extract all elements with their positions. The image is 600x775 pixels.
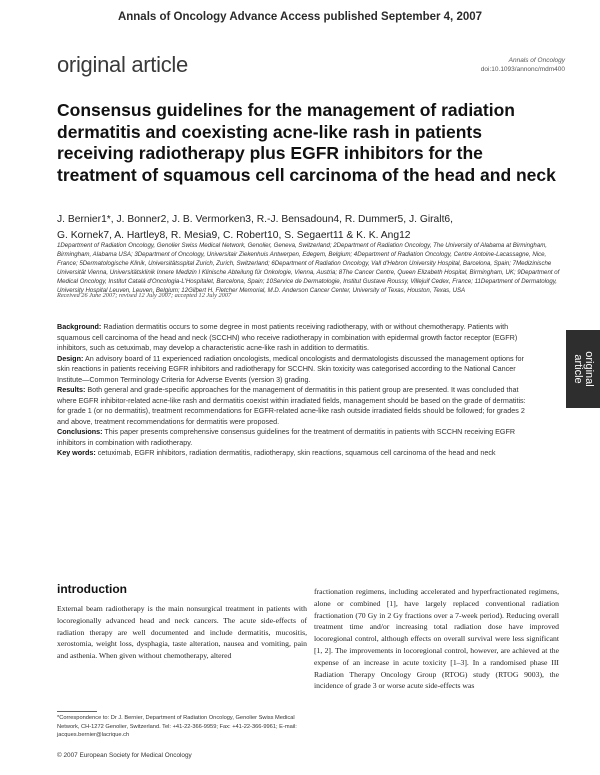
side-tab-label: [572, 351, 594, 386]
design-text: An advisory board of 11 experienced radiation oncologists, medical oncologists and dermatologists discussed the management options for skin reactions in patients receiving EGFR inhibitors and radiotherapy for SCCHN. Skin toxicity was categorised according to the National Cancer Institute—Common Terminology Criteria for Adverse Events (version 3) grading.: [57, 353, 524, 384]
article-title: Consensus guidelines for the management of radiation dermatitis and coexisting acne-like rash in patients receiving radiotherapy plus EGFR inhibitors for the treatment of squamous cell carcinoma of the head and neck: [57, 100, 556, 185]
affiliations: 1Department of Radiation Oncology, Genolier Swiss Medical Network, Genolier, Geneva, Switzerland; 2Department of Radiation Oncology, The University of Alabama at Birmingham, Birmingham, Alabama USA; 3Department of Oncology, Universitair Ziekenhuis Antwerpen, Edegem, Belgium; 4Department of Radiation Oncology, Centre Antoine-Lacassagne, Nice, France; 5Dermatologische Klinik, Universitätsspital Zurich, Zurich, Switzerland; 6Department of Radiation Oncology, Vall d'Hebron University Hospital, Barcelona, Spain; 7Medizinische Universität Vienna, Universitätsklinik Innere Medizin I Klinische Abteilung für Onkologie, Vienna, Austria; 8The Cancer Centre, Queen Elizabeth Hospital, Birmingham, UK; 9Department of Medical Oncology, Institut Catalá d'Oncologia-L'Hospitalet, Barcelona, Spain; 10Service de Dermatologie, Institut Gustave Roussy, Villejuif Cedex, France; 11Department of Dermatology, University Hospital Leuven, Leuven, Belgium; 12Gilbert H. Fletcher Memorial, M.D. Anderson Cancer Center, University of Texas, Houston, Texas, USA: [57, 242, 560, 294]
background-text: Radiation dermatitis occurs to some degree in most patients receiving radiotherapy, with or without chemotherapy. Patients with squamous cell carcinoma of the head and neck (SCCHN) who receive radiotherapy in combination with epidermal growth factor receptor (EGFR) inhibitors, such as cetuximab, may develop a characteristic acne-like rash in addition to dermatitis.: [57, 322, 518, 352]
results-label: Results:: [57, 385, 86, 394]
authors-line-1: J. Bernier1*, J. Bonner2, J. B. Vermorken3, R.-J. Bensadoun4, R. Dummer5, J. Giralt6,: [57, 214, 454, 225]
correspondence-footnote: *Correspondence to: Dr J. Bernier, Department of Radiation Oncology, Genolier Swiss Medical Network, CH-1272 Genolier, Switzerland. Tel: +41-22-366-9959; Fax: +41-22-366-9961; E-mail: jacques.bernier@lacrique.ch: [57, 715, 297, 738]
abstract: [57, 322, 535, 459]
abstract-keywords: [57, 448, 535, 459]
copyright: © 2007 European Society for Medical Oncology: [57, 752, 192, 759]
author-list: [57, 212, 557, 244]
authors-line-2: G. Kornek7, A. Hartley8, R. Mesia9, C. Robert10, S. Segaert11 & K. K. Ang12: [57, 230, 411, 241]
doi-link[interactable]: doi:10.1093/annonc/mdm400: [480, 66, 565, 73]
journal-name: Annals of Oncology: [508, 57, 565, 64]
received-dates: Received 26 June 2007; revised 12 July 2007; accepted 12 July 2007: [57, 292, 232, 299]
conclusions-label: Conclusions:: [57, 427, 103, 436]
abstract-background: [57, 322, 535, 354]
conclusions-text: This paper presents comprehensive consensus guidelines for the treatment of dermatitis in patients with SCCHN receiving EGFR inhibitors in combination with radiotherapy.: [57, 427, 516, 447]
section-label: original article: [57, 52, 188, 77]
abstract-design: [57, 354, 535, 386]
intro-column-right: fractionation regimens, including accelerated and hyperfractionated regimens, alone or combined [1], have largely replaced conventional radiation fractionation (70 Gy in 2 Gy fractions over a 7-week period). Reducing overall treatment time and/or increasing total radiation dose have improved locoregional control, although effects on overall survival were less significant [1, 2]. The improvements in locoregional control, however, are achieved at the expense of an increase in acute toxicity [1–3]. In a randomised phase III Radiation Therapy Oncology Group (RTOG) study (RTOG 9003), the incidence of grade 3 or worse acute side-effects was: [314, 587, 559, 691]
side-tab: [566, 330, 600, 408]
keywords-label: Key words:: [57, 448, 96, 457]
journal-header: Annals of Oncology Advance Access published September 4, 2007: [117, 11, 483, 23]
footnote-divider: [57, 711, 97, 712]
results-text: Both general and grade-specific approaches for the management of dermatitis in this patient group are presented. It was concluded that where EGFR inhibitor-related acne-like rash and dermatitis coexist within irradiated fields, management should be based on the grade of dermatitis: for grade 1 (or no dermatitis), treatment recommendations for EGFR-related acne-like rash outside irradiated fields should be followed; for grades 2 and above, treatment recommendations for dermatitis were proposed.: [57, 385, 526, 426]
introduction-heading: introduction: [57, 582, 127, 596]
abstract-conclusions: [57, 427, 535, 448]
journal-block: [481, 56, 565, 74]
side-tab-line-1: original: [583, 351, 595, 387]
background-label: Background:: [57, 322, 102, 331]
abstract-results: [57, 385, 535, 427]
design-label: Design:: [57, 353, 84, 363]
side-tab-line-2: article: [572, 354, 584, 384]
keywords-text: cetuximab, EGFR inhibitors, radiation dermatitis, radiotherapy, skin reactions, squamous cell carcinoma of the head and neck: [97, 448, 496, 457]
intro-column-left: External beam radiotherapy is the main nonsurgical treatment in patients with locoregionally advanced head and neck cancers. The acute side-effects of radiation therapy are well documented and include dermatitis, mucositis, xerostomia, weight loss, dysphagia, taste alteration, nausea and vomiting, pain and asthenia. When given without chemotherapy, altered: [57, 604, 307, 661]
